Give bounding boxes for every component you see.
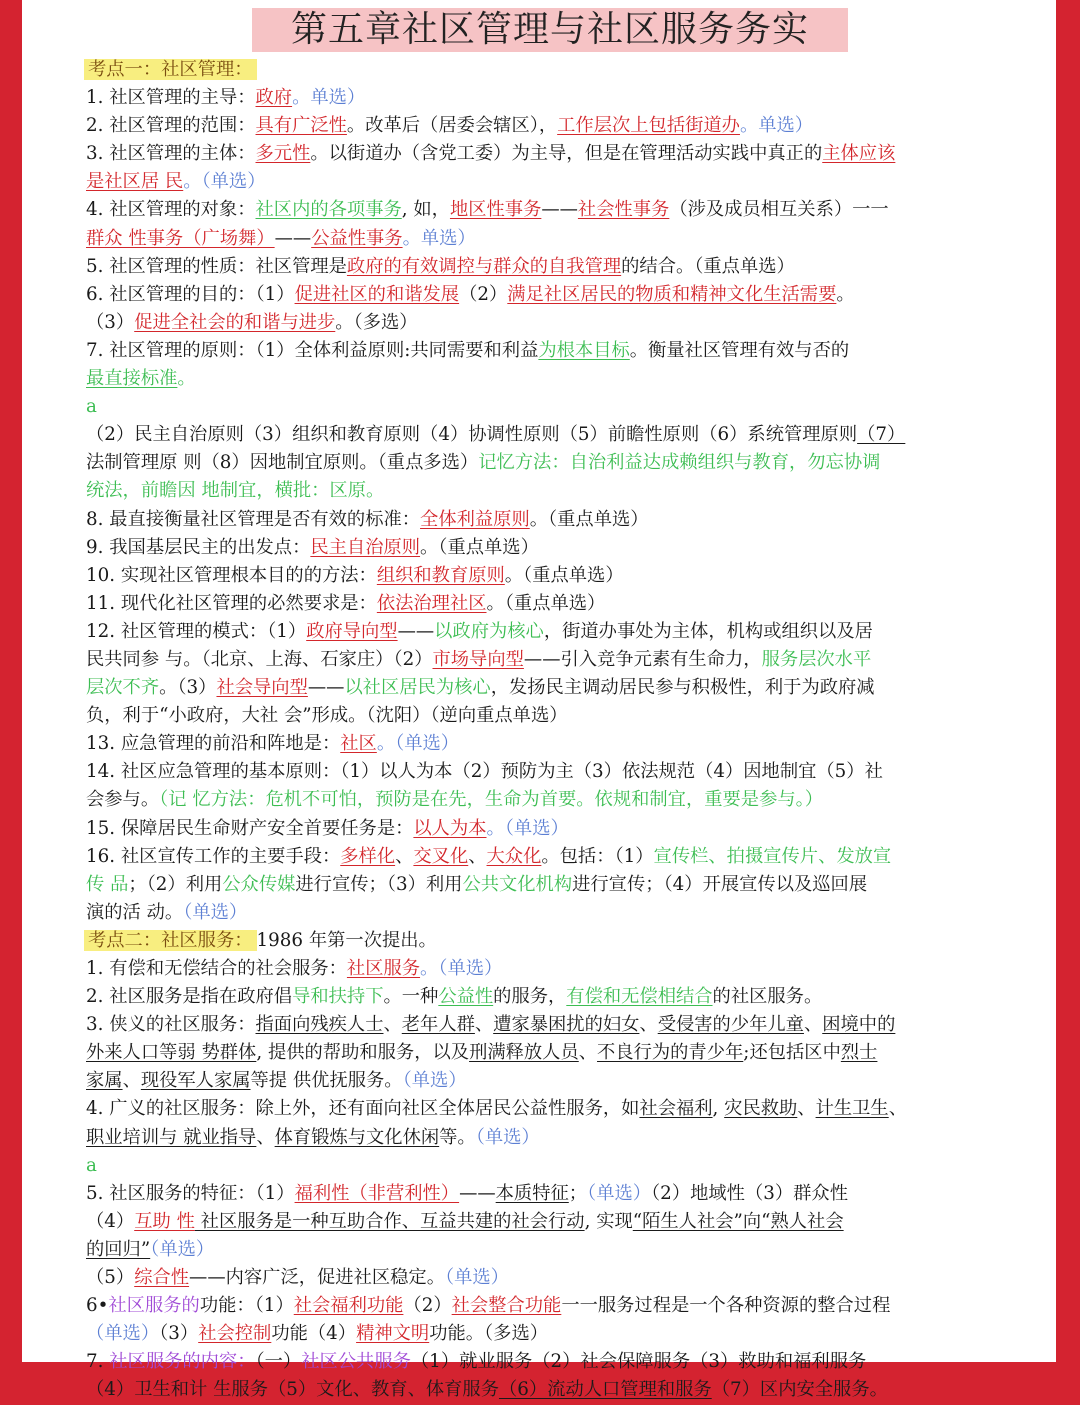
text-segment: 进行宣传；（4）开展宣传以及巡回展	[572, 873, 868, 895]
text-line	[86, 56, 1044, 84]
text-segment: 最直接标准	[86, 368, 178, 390]
text-segment: 社会控制	[198, 1323, 272, 1345]
text-segment: （5）	[86, 1267, 135, 1289]
text-segment: 公益性	[438, 986, 494, 1008]
text-segment: （7）	[857, 424, 906, 446]
text-segment: 不良行为的青少年	[597, 1042, 744, 1064]
text-segment: , 如，	[401, 199, 450, 221]
text-line	[86, 281, 1044, 309]
text-segment: 会参与。	[86, 789, 160, 811]
text-line	[86, 1320, 1044, 1348]
text-segment: （2）民主自治原则（3）组织和教育原则（4）协调性原则（5）前瞻性原则（6）系统管理原则	[86, 424, 858, 446]
text-segment: （单选）	[402, 1070, 467, 1092]
text-segment: ——	[274, 227, 312, 249]
text-segment: 、	[383, 1014, 402, 1036]
text-segment: 等提 供优抚服务。	[250, 1070, 403, 1092]
text-segment: 群众 性事务（广场舞）	[86, 227, 275, 249]
text-segment: 导和扶持下	[292, 986, 384, 1008]
text-line	[86, 449, 1044, 477]
text-line	[86, 590, 1044, 618]
text-line	[86, 955, 1044, 983]
text-segment: 5. 社区管理的性质：社区管理是	[86, 255, 347, 277]
text-line	[86, 534, 1044, 562]
text-segment: 社区服务的内容：	[109, 1351, 256, 1373]
text-segment: 社会福利功能	[293, 1295, 404, 1317]
text-segment: ，发扬民主调动居民参与积极性，利于为政府减	[490, 677, 875, 699]
text-segment: 依法治理社区	[376, 592, 487, 614]
text-segment: 现役军人家属	[140, 1070, 251, 1092]
text-segment: 。（单选）	[183, 171, 266, 193]
text-line	[86, 815, 1044, 843]
text-segment: 功能（4）	[271, 1323, 357, 1345]
text-segment: 政府导向型	[306, 620, 398, 642]
text-segment: 。（多选）	[335, 311, 418, 333]
text-line	[86, 225, 1044, 253]
text-line	[86, 421, 1044, 449]
text-segment: 老年人群	[401, 1014, 475, 1036]
text-segment: 工作层次上包括街道办	[557, 115, 740, 137]
text-segment: （3）	[86, 311, 135, 333]
text-segment: 4. 社区管理的对象：	[86, 199, 256, 221]
text-segment: 。一种	[383, 986, 439, 1008]
text-segment: 政府的有效调控与群众的自我管理	[346, 255, 622, 277]
text-line	[86, 112, 1044, 140]
text-segment: 6•	[86, 1295, 109, 1317]
document-page	[22, 0, 1056, 1401]
text-segment: 14. 社区应急管理的基本原则：（1）以人为本（2）预防为主（3）依法规范（4）因地制宜（5）社	[86, 761, 883, 783]
text-segment: 、	[122, 1070, 141, 1092]
text-line	[86, 1208, 1044, 1236]
text-segment: 以社区居民为核心	[344, 677, 491, 699]
text-segment: 、	[639, 1014, 658, 1036]
text-segment: 、	[256, 1126, 275, 1148]
text-segment: 市场导向型	[432, 648, 524, 670]
text-line	[86, 506, 1044, 534]
text-segment: 的结合。（重点单选）	[621, 255, 795, 277]
text-segment: ；（2）利用	[128, 873, 223, 895]
text-segment: ——	[459, 1182, 496, 1204]
text-segment: （单选）	[587, 1182, 652, 1204]
text-segment: ；	[568, 1182, 588, 1204]
text-segment: ——内容广泛，促进社区稳定。	[189, 1267, 445, 1289]
text-segment: 、	[468, 845, 487, 867]
text-segment: （单选）	[150, 1238, 215, 1260]
text-line	[86, 786, 1044, 814]
text-line	[86, 1152, 1044, 1180]
text-segment: 满足社区居民的物质和精神文化生活需要	[507, 283, 837, 305]
text-segment: （2）	[459, 283, 508, 305]
text-line	[86, 758, 1044, 786]
text-segment: 大众化	[486, 845, 542, 867]
text-segment: 、	[395, 845, 414, 867]
text-segment: 社区服务	[346, 958, 421, 979]
text-line	[86, 196, 1044, 224]
text-segment: 社区公共服务	[301, 1351, 411, 1373]
text-segment: , 提供的帮助和服务，以及	[256, 1042, 470, 1064]
text-segment: 本质特征	[495, 1182, 569, 1204]
text-segment: 为根本目标	[538, 339, 630, 361]
text-segment: 等。	[439, 1126, 476, 1148]
text-segment: 演的活 动。	[86, 901, 184, 923]
text-segment: 。	[177, 368, 196, 390]
text-line	[86, 1011, 1044, 1039]
text-segment: 15. 保障居民生命财产安全首要任务是：	[86, 817, 414, 839]
text-segment: 社区	[340, 733, 377, 755]
text-segment: 记忆方法：自治利益达成赖组织与教育，勿忘协调	[478, 452, 881, 474]
text-segment: 法制管理原 则（8）因地制宜原则。（重点多选）	[86, 452, 479, 474]
text-segment: 、	[803, 1014, 823, 1036]
text-segment: （6）流动人口管理和服务	[498, 1379, 712, 1401]
text-segment: ——	[541, 199, 578, 221]
text-segment: 13. 应急管理的前沿和阵地是：	[86, 733, 341, 755]
text-segment: 11. 现代化社区管理的必然要求是：	[86, 592, 377, 614]
text-segment: 7.	[86, 1351, 110, 1373]
text-line	[86, 646, 1044, 674]
text-segment: 的回归”	[86, 1238, 151, 1260]
text-segment: 社会整合功能	[451, 1295, 562, 1317]
text-segment: 功能：（1）	[199, 1295, 294, 1317]
text-segment: ——引入竞争元素有生命力，	[523, 648, 762, 670]
section-heading: 考点二：社区服务：	[84, 930, 257, 951]
text-line	[86, 365, 1044, 393]
text-segment: 、	[578, 1042, 598, 1064]
text-segment: 8. 最直接衡量社区管理是否有效的标准：	[86, 508, 421, 530]
text-segment: 。包括：（1）	[541, 845, 654, 867]
text-segment: ——	[307, 677, 345, 699]
text-segment: （3）	[159, 1323, 199, 1345]
text-line	[86, 1292, 1044, 1320]
text-segment: （2）地域性（3）群众性	[651, 1182, 848, 1204]
text-segment: 。（重点单选）	[504, 564, 624, 586]
text-line	[86, 168, 1044, 196]
text-segment: 综合性	[134, 1267, 190, 1289]
text-segment: 传 品	[86, 873, 129, 895]
text-segment: 公益性事务	[311, 227, 403, 249]
text-segment: 职业培训与 就业指导	[86, 1126, 257, 1148]
text-segment: 刑满释放人员	[469, 1042, 579, 1064]
text-segment: 9. 我国基层民主的出发点：	[86, 536, 311, 558]
text-segment: 互助 性	[134, 1210, 195, 1232]
text-segment: 4. 广义的社区服务：除上外，还有面向社区全体居民公益性服务，如	[86, 1098, 640, 1120]
text-line	[86, 899, 1044, 927]
text-line	[86, 618, 1044, 646]
text-segment: 。单选）	[292, 87, 366, 109]
text-segment: 多元性	[255, 143, 311, 165]
text-segment: 、	[888, 1098, 907, 1120]
text-line	[86, 1124, 1044, 1152]
text-segment: 2. 社区服务是指在政府倡	[86, 986, 293, 1008]
text-segment: 困境中的	[822, 1014, 896, 1036]
text-line	[86, 253, 1044, 281]
text-line	[86, 1067, 1044, 1095]
text-segment: 社会福利	[639, 1098, 713, 1120]
text-line	[86, 140, 1044, 168]
text-segment: 的服务，	[493, 986, 567, 1008]
text-segment: 。衡量社区管理有效与否的	[629, 339, 850, 361]
text-segment: 功能。（多选）	[429, 1323, 549, 1345]
text-line	[86, 871, 1044, 899]
text-line	[86, 702, 1044, 730]
text-segment: 。（单选）	[376, 733, 460, 755]
text-segment: （一）	[255, 1351, 302, 1373]
text-line	[86, 983, 1044, 1011]
text-segment: 受侵害的少年儿童	[657, 1014, 804, 1036]
text-segment: 2. 社区管理的范围：	[86, 115, 256, 137]
text-segment: （1）就业服务（2）社会保障服务（3）救助和福利服务	[410, 1351, 867, 1373]
text-segment: 进行宣传；（3）利用	[295, 873, 463, 895]
text-line	[86, 674, 1044, 702]
text-segment: a	[86, 1154, 97, 1176]
text-line	[86, 1376, 1044, 1404]
text-segment: 体育锻炼与文化休闲	[274, 1126, 440, 1148]
text-segment: 一一服务过程是一个各种资源的整合过程	[561, 1295, 891, 1317]
text-line	[86, 1348, 1044, 1376]
text-segment: （单选）	[183, 901, 248, 923]
text-line	[86, 730, 1044, 758]
text-segment: ,	[712, 1098, 725, 1120]
text-segment: （单选）	[475, 1126, 540, 1148]
text-segment: 灾民救助	[724, 1098, 798, 1120]
text-segment: a	[86, 396, 97, 418]
text-segment: 5. 社区服务的特征：（1）	[86, 1182, 295, 1204]
text-segment: 服务层次水平	[761, 648, 872, 670]
text-segment: 交叉化	[413, 845, 469, 867]
text-segment: 民共同参 与。（北京、上海、石家庄）（2）	[86, 648, 433, 670]
text-segment: 社区内的各项事务	[255, 199, 402, 221]
text-line	[86, 84, 1044, 112]
text-segment: 以政府为核心	[434, 620, 544, 642]
text-line	[86, 843, 1044, 871]
text-segment: 。以街道办（含党工委）为主导，但是在管理活动实践中真正的	[310, 143, 823, 165]
text-segment: 计生卫生	[815, 1098, 889, 1120]
text-segment: 1986 年第一次提出。	[256, 929, 437, 951]
text-segment: 地区性事务	[449, 199, 542, 221]
text-segment: （7）区内安全服务。	[711, 1379, 888, 1401]
text-segment: 。单选）	[739, 115, 814, 137]
text-segment: 公共文化机构	[462, 873, 573, 895]
text-segment: 、	[797, 1098, 816, 1120]
section-heading: 考点一：社区管理：	[84, 59, 257, 80]
text-line	[86, 393, 1044, 421]
text-segment: ，街道办事处为主体，机构或组织以及居	[543, 620, 873, 642]
text-segment: （4）	[86, 1210, 135, 1232]
text-segment: 具有广泛性	[255, 115, 347, 137]
text-segment: （2）	[403, 1295, 452, 1317]
text-segment: 3. 社区管理的主体：	[86, 143, 256, 165]
text-segment: 全体利益原则	[420, 508, 530, 530]
text-segment: 遭家暴困扰的妇女	[493, 1014, 640, 1036]
text-line	[86, 927, 1044, 955]
text-segment: 民主自治原则	[310, 536, 421, 558]
text-segment: 6. 社区管理的目的：（1）	[86, 283, 295, 305]
text-segment: 3. 侠义的社区服务：	[86, 1014, 256, 1036]
text-line	[86, 1236, 1044, 1264]
text-segment: 。（重点单选）	[420, 536, 539, 558]
text-segment: 。（重点单选）	[486, 592, 606, 614]
text-segment: 福利性（非营利性）	[294, 1182, 460, 1204]
text-segment: 10. 实现社区管理根本目的的方法：	[86, 564, 377, 586]
text-segment: 的社区服务。	[712, 986, 823, 1008]
text-segment: , 实现	[584, 1210, 633, 1232]
text-segment: ;还包括区中	[743, 1042, 841, 1064]
text-segment: 外来人口等弱 势群体	[86, 1042, 257, 1064]
text-line	[86, 309, 1044, 337]
text-segment: 1. 社区管理的主导：	[86, 87, 256, 109]
text-segment: 。（单选）	[420, 958, 503, 979]
text-segment: 促进全社会的和谐与进步	[134, 311, 336, 333]
text-segment: 政府	[255, 87, 293, 109]
page-title: 第五章社区管理与社区服务务实	[252, 8, 848, 52]
document-body	[86, 56, 1044, 1405]
text-segment: 精神文明	[356, 1323, 430, 1345]
text-segment: 是社区居 民	[86, 171, 184, 193]
text-segment: （4）卫生和计 生服务（5）文化、教育、体育服务	[86, 1379, 499, 1401]
text-segment: 、	[474, 1014, 494, 1036]
text-line	[86, 477, 1044, 505]
text-segment: ——	[397, 620, 435, 642]
text-line	[86, 1095, 1044, 1123]
text-segment: 指面向残疾人士	[255, 1014, 384, 1036]
text-segment: 12. 社区管理的模式：（1）	[86, 620, 307, 642]
text-segment: 。（3）	[159, 677, 217, 699]
text-segment: （单选）	[86, 1323, 160, 1345]
text-line	[86, 1039, 1044, 1067]
text-segment: “陌生人社会”向“熟人社会	[632, 1210, 844, 1232]
text-segment: 烈士	[840, 1042, 878, 1064]
text-segment: 16. 社区宣传工作的主要手段：	[86, 845, 341, 867]
text-segment: （单选）	[444, 1267, 509, 1289]
text-segment: 多样化	[340, 845, 396, 867]
text-segment: 。	[836, 283, 855, 305]
text-segment: 社会导向型	[216, 677, 308, 699]
text-line	[86, 337, 1044, 365]
text-segment: 社区服务是一种互助合作、互益共建的社会行动	[194, 1210, 585, 1232]
text-segment: 社会性事务	[577, 199, 670, 221]
text-segment: （记 忆方法：危机不可怕，预防是在先，生命为首要。依规和制宜，重要是参与。）	[159, 789, 824, 811]
text-segment: 负，利于“小政府，大社 会”形成。（沈阳）（逆向重点单选）	[86, 705, 568, 727]
text-segment: 7. 社区管理的原则：（1）全体利益原则:共同需要和利益	[86, 339, 539, 361]
text-segment: 主体应该	[822, 143, 896, 165]
text-segment: 有偿和无偿相结合	[566, 986, 713, 1008]
text-segment: （涉及成员相互关系）一一	[669, 199, 889, 221]
text-segment: 。改革后（居委会辖区），	[346, 115, 558, 137]
text-segment: 。（单选）	[486, 817, 569, 839]
text-segment: 以人为本	[413, 817, 487, 839]
text-segment: 家属	[86, 1070, 123, 1092]
text-segment: 。单选）	[402, 227, 476, 249]
text-segment: 。（重点单选）	[529, 508, 649, 530]
text-segment: 社区服务的	[108, 1295, 200, 1317]
text-line	[86, 1264, 1044, 1292]
text-segment: 组织和教育原则	[376, 564, 505, 586]
text-segment: 公众传媒	[222, 873, 296, 895]
text-line	[86, 1180, 1044, 1208]
text-segment: 层次不齐	[86, 677, 160, 699]
text-segment: 1. 有偿和无偿结合的社会服务：	[86, 958, 347, 979]
text-line	[86, 562, 1044, 590]
text-segment: 宣传栏、拍摄宣传片、发放宣	[653, 845, 892, 867]
text-segment: 统法，前瞻因 地制宜，横批：区原。	[86, 480, 385, 502]
text-segment: 促进社区的和谐发展	[294, 283, 460, 305]
